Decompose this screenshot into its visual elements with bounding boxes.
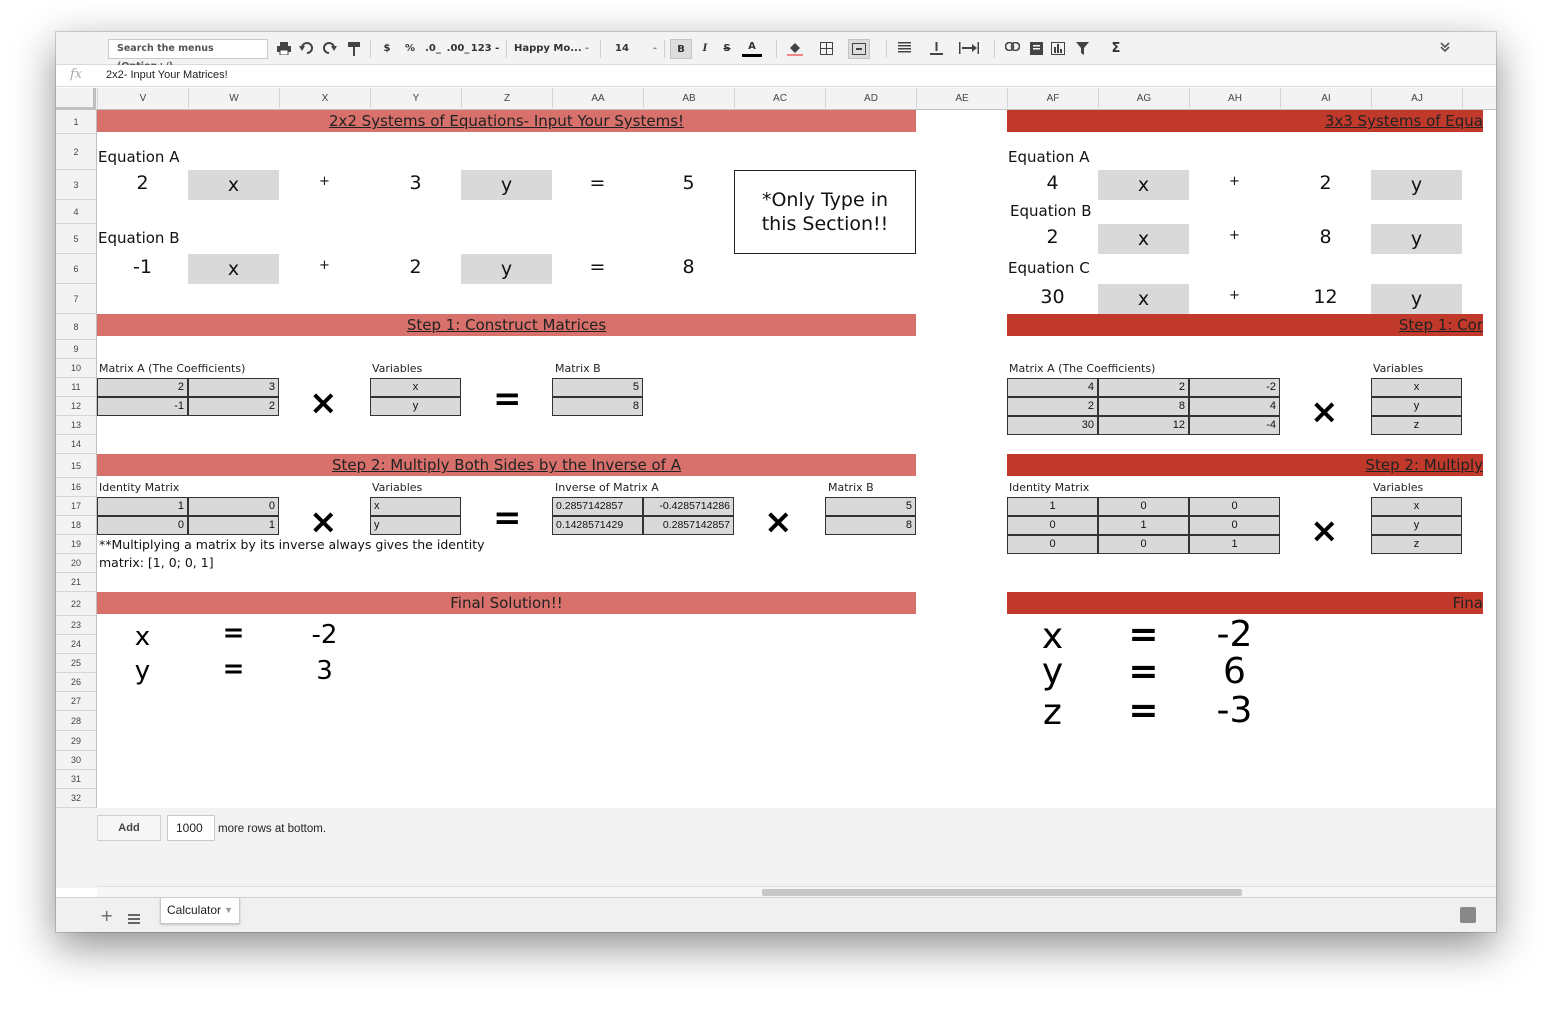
matrix-a-label: Matrix A (The Coefficients): [1009, 362, 1156, 375]
sheet-tab-bar: [56, 897, 1496, 932]
banner-title: 2x2 Systems of Equations- Input Your Systems!: [328, 112, 685, 130]
eq-b-coef-y[interactable]: 2: [409, 256, 422, 278]
eq3-b-coef-y[interactable]: 8: [1319, 226, 1332, 248]
final-banner-2x2: [97, 592, 916, 614]
row-header[interactable]: 6: [56, 254, 96, 284]
explore-icon[interactable]: [1460, 907, 1476, 923]
identity-cell: 1: [1098, 516, 1189, 535]
print-icon[interactable]: [274, 39, 294, 59]
step1-banner-2x2: [97, 314, 916, 336]
merge-cells-icon[interactable]: [848, 39, 870, 59]
row-header[interactable]: 16: [56, 478, 96, 497]
vertical-align-icon[interactable]: [926, 39, 946, 59]
eq3-b-var-x: x: [1098, 224, 1189, 254]
step2-banner-3x3: [1007, 454, 1483, 476]
solution-value: 6: [1223, 651, 1246, 692]
eq-b-plus: +: [319, 258, 330, 273]
footnote-line-2: matrix: [1, 0; 0, 1]: [99, 555, 214, 570]
row-header[interactable]: 2: [56, 134, 96, 170]
row-header[interactable]: 29: [56, 731, 96, 751]
solution-value: -3: [1216, 690, 1253, 731]
row-header[interactable]: 28: [56, 711, 96, 731]
matrix-b-cell: 8: [825, 516, 916, 535]
matrix-a-cell[interactable]: 3: [188, 378, 279, 397]
eq3-c-var-y: y: [1371, 284, 1462, 314]
row-header[interactable]: 7: [56, 284, 96, 314]
column-header[interactable]: AG: [1098, 88, 1189, 110]
matrix-b-cell[interactable]: 8: [552, 397, 643, 416]
row-header[interactable]: 3: [56, 170, 96, 200]
collapse-toolbar-icon[interactable]: [1436, 39, 1454, 59]
row-header[interactable]: 19: [56, 535, 96, 554]
row-header[interactable]: 26: [56, 673, 96, 692]
multiply-symbol: ×: [309, 383, 338, 423]
solution-equals: =: [222, 654, 245, 684]
paint-format-icon[interactable]: [344, 39, 364, 59]
row-header[interactable]: 5: [56, 224, 96, 254]
row-headers: [56, 110, 97, 808]
eq3-c-plus: +: [1229, 288, 1240, 303]
variable-cell: x: [370, 378, 461, 397]
column-header[interactable]: AI: [1280, 88, 1371, 110]
banner-title: Step 1: Construct Matrices: [406, 316, 607, 334]
identity-cell: 1: [188, 516, 279, 535]
row-header[interactable]: 1: [56, 110, 96, 134]
functions-button[interactable]: Σ: [1111, 41, 1121, 56]
inverse-matrix-label: Inverse of Matrix A: [555, 481, 659, 494]
redo-icon[interactable]: [320, 39, 340, 59]
row-header[interactable]: 24: [56, 635, 96, 654]
matrix-a-cell[interactable]: 4: [1007, 378, 1098, 397]
eq-b-var-y: y: [461, 254, 552, 284]
matrix-a-cell[interactable]: 8: [1098, 397, 1189, 416]
banner-title: Step 2: Multiply Both Sides by the Inverse of A: [332, 456, 681, 474]
bold-button[interactable]: B: [670, 39, 692, 59]
borders-icon[interactable]: [816, 39, 836, 59]
identity-cell: 0: [1007, 516, 1098, 535]
horizontal-scrollbar[interactable]: [97, 886, 1496, 897]
multiply-symbol: ×: [1310, 392, 1339, 432]
eq3-a-coef-x[interactable]: 4: [1046, 172, 1059, 194]
multiply-symbol: ×: [309, 502, 338, 542]
row-header[interactable]: 22: [56, 592, 96, 616]
variable-cell: y: [370, 516, 461, 535]
variable-cell: y: [1371, 516, 1462, 535]
matrix-a-cell[interactable]: 2: [1098, 378, 1189, 397]
multiply-symbol: ×: [1310, 511, 1339, 551]
variable-cell: y: [370, 397, 461, 416]
column-header[interactable]: AJ: [1371, 88, 1462, 110]
percent-format-button[interactable]: %: [404, 43, 416, 54]
identity-cell: 0: [188, 497, 279, 516]
matrix-a-label: Matrix A (The Coefficients): [99, 362, 246, 375]
toolbar: [56, 32, 1496, 65]
matrix-a-cell[interactable]: 2: [97, 378, 188, 397]
column-header[interactable]: Y: [370, 88, 461, 110]
title-banner-3x3: [1007, 110, 1483, 132]
column-header[interactable]: W: [188, 88, 279, 110]
add-rows-button[interactable]: Add: [97, 815, 161, 841]
fill-color-icon[interactable]: [784, 39, 806, 59]
row-header[interactable]: 14: [56, 435, 96, 454]
identity-matrix-label: Identity Matrix: [1009, 481, 1090, 494]
column-headers: [56, 88, 1496, 110]
final-banner-3x3: [1007, 592, 1483, 614]
column-header[interactable]: AA: [552, 88, 643, 110]
inverse-cell: 0.2857142857: [552, 497, 643, 516]
identity-cell: 1: [1189, 535, 1280, 554]
row-header[interactable]: 4: [56, 200, 96, 224]
column-header[interactable]: AF: [1007, 88, 1098, 110]
column-header[interactable]: AC: [734, 88, 825, 110]
column-header[interactable]: [1462, 88, 1496, 110]
text-wrap-icon[interactable]: [956, 39, 982, 59]
identity-cell: 0: [1189, 497, 1280, 516]
equation-c-label: Equation C: [1008, 259, 1090, 277]
multiply-symbol: ×: [764, 502, 793, 542]
matrix-a-cell[interactable]: 30: [1007, 416, 1098, 435]
eq-b-rhs[interactable]: 8: [682, 256, 695, 278]
increase-decimal-button[interactable]: .00_: [446, 43, 470, 54]
column-header[interactable]: V: [97, 88, 188, 110]
font-size-dropdown[interactable]: 14: [615, 43, 629, 54]
identity-cell: 0: [1098, 535, 1189, 554]
matrix-a-cell[interactable]: -4: [1189, 416, 1280, 435]
equation-a-label: Equation A: [98, 148, 180, 166]
solution-var: x: [134, 622, 151, 652]
variables-label: Variables: [372, 481, 423, 494]
footnote-line-1: **Multiplying a matrix by its inverse always gives the identity: [99, 537, 485, 552]
eq3-c-coef-y[interactable]: 12: [1313, 286, 1338, 308]
row-header[interactable]: 13: [56, 416, 96, 435]
matrix-a-cell[interactable]: -1: [97, 397, 188, 416]
formula-bar: [56, 65, 1496, 87]
solution-equals: =: [1128, 690, 1159, 731]
eq3-c-var-x: x: [1098, 284, 1189, 314]
number-format-dropdown[interactable]: 123 -: [470, 43, 500, 54]
row-header[interactable]: 9: [56, 340, 96, 359]
row-header[interactable]: 25: [56, 654, 96, 673]
scrollbar-thumb[interactable]: [762, 889, 1242, 896]
fx-icon: fx: [70, 67, 83, 82]
strikethrough-button[interactable]: S: [723, 43, 731, 54]
equation-b-label: Equation B: [98, 229, 180, 247]
equals-symbol: =: [493, 379, 522, 419]
chart-icon[interactable]: [1048, 39, 1068, 59]
comment-icon[interactable]: [1026, 39, 1046, 59]
eq-a-coef-y[interactable]: 3: [409, 172, 422, 194]
equation-b-label: Equation B: [1010, 202, 1092, 220]
italic-button[interactable]: I: [702, 43, 708, 54]
variable-cell: x: [1371, 497, 1462, 516]
chevron-down-icon: -: [652, 43, 658, 54]
solution-value: -2: [1216, 614, 1253, 655]
matrix-b-label: Matrix B: [555, 362, 601, 375]
rows-text: more rows at bottom.: [218, 823, 327, 835]
cell-grid[interactable]: [97, 110, 1483, 808]
row-header[interactable]: 12: [56, 397, 96, 416]
banner-title: Fina: [1452, 594, 1483, 612]
eq3-a-coef-y[interactable]: 2: [1319, 172, 1332, 194]
banner-title: Step 2: Multiply: [1365, 456, 1483, 474]
identity-cell: 0: [97, 516, 188, 535]
variable-cell: z: [1371, 416, 1462, 435]
matrix-a-cell[interactable]: 2: [188, 397, 279, 416]
eq-a-var-y: y: [461, 170, 552, 200]
solution-var: y: [134, 656, 151, 686]
add-rows-bar: [56, 808, 1496, 888]
eq3-c-coef-x[interactable]: 30: [1040, 286, 1065, 308]
eq-a-coef-x[interactable]: 2: [136, 172, 149, 194]
chevron-down-icon: -: [584, 43, 590, 54]
row-header[interactable]: 20: [56, 554, 96, 573]
row-header[interactable]: 30: [56, 751, 96, 770]
identity-cell: 0: [1189, 516, 1280, 535]
font-family-dropdown[interactable]: Happy Mo...: [514, 43, 582, 54]
identity-matrix-label: Identity Matrix: [99, 481, 180, 494]
eq3-b-plus: +: [1229, 228, 1240, 243]
horizontal-align-icon[interactable]: [894, 39, 914, 59]
sheet-list-icon[interactable]: [128, 909, 140, 928]
sheet-tab-label: Calculator: [167, 903, 222, 917]
eq3-a-var-y: y: [1371, 170, 1462, 200]
inverse-cell: 0.2857142857: [643, 516, 734, 535]
eq-a-equals: =: [589, 172, 606, 194]
undo-icon[interactable]: [296, 39, 316, 59]
filter-icon[interactable]: [1072, 39, 1092, 59]
identity-cell: 1: [1007, 497, 1098, 516]
identity-cell: 1: [97, 497, 188, 516]
matrix-a-cell[interactable]: -2: [1189, 378, 1280, 397]
sheet-tab-calculator[interactable]: [160, 898, 240, 924]
banner-title: Step 1: Cor: [1398, 316, 1483, 334]
eq3-b-var-y: y: [1371, 224, 1462, 254]
solution-var: y: [1041, 651, 1064, 692]
matrix-a-cell[interactable]: 2: [1007, 397, 1098, 416]
solution-value: -2: [311, 620, 338, 650]
row-header[interactable]: 11: [56, 378, 96, 397]
variables-label: Variables: [372, 362, 423, 375]
solution-var: x: [1041, 616, 1064, 657]
matrix-b-cell[interactable]: 5: [552, 378, 643, 397]
text-color-button[interactable]: A: [742, 39, 762, 57]
column-header[interactable]: Z: [461, 88, 552, 110]
step1-banner-3x3: [1007, 314, 1483, 336]
menu-search-input[interactable]: Search the menus: [108, 39, 268, 59]
eq-a-rhs[interactable]: 5: [682, 172, 695, 194]
row-header[interactable]: 8: [56, 314, 96, 340]
eq-b-var-x: x: [188, 254, 279, 284]
identity-cell: 0: [1007, 535, 1098, 554]
solution-equals: =: [1128, 651, 1159, 692]
variable-cell: z: [1371, 535, 1462, 554]
matrix-a-cell[interactable]: 4: [1189, 397, 1280, 416]
variables-label: Variables: [1373, 481, 1424, 494]
row-header[interactable]: 23: [56, 616, 96, 635]
row-header[interactable]: 32: [56, 789, 96, 808]
currency-format-button[interactable]: $: [383, 43, 391, 54]
eq-a-var-x: x: [188, 170, 279, 200]
banner-title: Final Solution!!: [450, 594, 563, 612]
only-type-note: *Only Type in this Section!!: [734, 170, 916, 254]
row-header[interactable]: 10: [56, 359, 96, 378]
variable-cell: x: [1371, 378, 1462, 397]
matrix-a-cell[interactable]: 12: [1098, 416, 1189, 435]
solution-var: z: [1043, 692, 1062, 733]
inverse-cell: -0.4285714286: [643, 497, 734, 516]
equals-symbol: =: [493, 498, 522, 538]
chevron-down-icon[interactable]: ▼: [224, 905, 233, 915]
column-header[interactable]: AB: [643, 88, 734, 110]
eq3-a-plus: +: [1229, 174, 1240, 189]
title-banner-2x2: [97, 110, 916, 132]
row-header[interactable]: 31: [56, 770, 96, 789]
link-icon[interactable]: [1002, 39, 1022, 59]
variable-cell: x: [370, 497, 461, 516]
column-header[interactable]: AD: [825, 88, 916, 110]
row-header[interactable]: 27: [56, 692, 96, 711]
row-header[interactable]: 15: [56, 454, 96, 478]
eq-b-coef-x[interactable]: -1: [133, 256, 152, 278]
step2-banner-2x2: [97, 454, 916, 476]
variables-label: Variables: [1373, 362, 1424, 375]
solution-equals: =: [222, 618, 245, 648]
column-header[interactable]: AH: [1189, 88, 1280, 110]
spreadsheet-window: [56, 32, 1496, 932]
variable-cell: y: [1371, 397, 1462, 416]
matrix-b-label: Matrix B: [828, 481, 874, 494]
row-header[interactable]: 17: [56, 497, 96, 516]
eq-b-equals: =: [589, 256, 606, 278]
eq-a-plus: +: [319, 174, 330, 189]
add-sheet-icon[interactable]: +: [100, 906, 114, 925]
formula-input[interactable]: 2x2- Input Your Matrices!: [106, 69, 228, 81]
eq3-a-var-x: x: [1098, 170, 1189, 200]
column-header[interactable]: X: [279, 88, 370, 110]
row-header[interactable]: 18: [56, 516, 96, 535]
decrease-decimal-button[interactable]: .0_: [425, 43, 441, 54]
equation-a-label: Equation A: [1008, 148, 1090, 166]
matrix-b-cell: 5: [825, 497, 916, 516]
identity-cell: 0: [1098, 497, 1189, 516]
solution-equals: =: [1128, 614, 1159, 655]
rows-count-input[interactable]: 1000: [167, 815, 215, 841]
column-header[interactable]: AE: [916, 88, 1007, 110]
row-header[interactable]: 21: [56, 573, 96, 592]
solution-value: 3: [316, 656, 333, 686]
inverse-cell: 0.1428571429: [552, 516, 643, 535]
select-all-corner[interactable]: [56, 88, 96, 110]
banner-title: 3x3 Systems of Equa: [1324, 112, 1483, 130]
eq3-b-coef-x[interactable]: 2: [1046, 226, 1059, 248]
